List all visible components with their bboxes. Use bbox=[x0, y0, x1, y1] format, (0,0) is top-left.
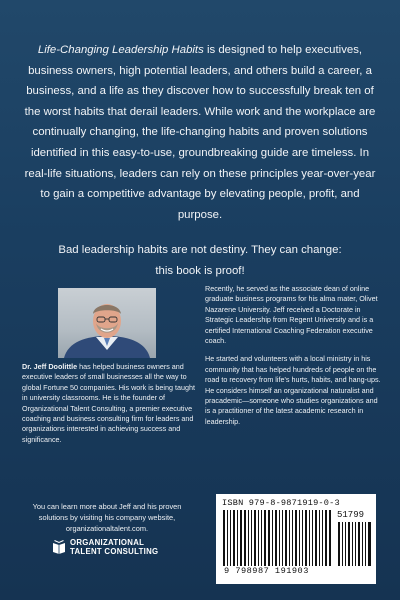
book-description bbox=[22, 40, 378, 225]
tagline bbox=[22, 240, 378, 281]
author-photo bbox=[58, 288, 156, 358]
barcode-number: 9 798987 191903 bbox=[224, 566, 309, 576]
author-bio-text: has helped business owners and executive leaders of small businesses all the way to global Fortune 50 companies. His work is being taught in university classrooms. He is the founder of Organizational Talent Consulting, a premier executive coaching and business consulting firm for leaders and organizations interested in achieving success and significance. bbox=[22, 362, 195, 444]
publisher-name-line-2: TALENT CONSULTING bbox=[70, 547, 159, 556]
publisher-name-line-1: ORGANIZATIONAL bbox=[70, 538, 145, 547]
book-icon bbox=[52, 540, 66, 554]
barcode-addon-bars bbox=[337, 522, 371, 566]
bio-paragraph-1: Recently, he served as the associate dean of online graduate business programs for his alma mater, Olivet Nazarene University. Jeff received a Doctorate in Strategic Leadership from Regent University and is a certified International Coaching Federation executive coach. bbox=[205, 284, 378, 346]
tagline-line-2: this book is proof! bbox=[155, 264, 245, 277]
tagline-line-1: Bad leadership habits are not destiny. They can change: bbox=[58, 244, 342, 256]
isbn-barcode bbox=[216, 494, 376, 584]
book-title-italic: Life-Changing Leadership Habits bbox=[37, 44, 204, 56]
author-name: Dr. Jeff Doolittle bbox=[22, 362, 78, 371]
bio-paragraph-2: He started and volunteers with a local ministry in his community that has helped hundreds of people on the road to recovery from life's hurts, habits, and hang-ups. He considers himself an organizational naturalist and pracademic—someone who studies organizations and is a practitioner of the latest academic research in leadership. bbox=[205, 354, 381, 426]
publisher-name bbox=[70, 538, 158, 556]
book-description-text: is designed to help executives, business owners, high potential leaders, and others build a career, a business, and a life as they discover how to successfully break ten of the worst habits that derail leaders. While work and the workplace are continually changing, the life-changing habits and proven solutions identified in this easy-to-use, groundbreaking guide are timeless. In real-life situations, leaders can rely on these principles year-over-year to gain a competitive advantage by elevating people, profit, and purpose. bbox=[24, 44, 376, 221]
isbn-label: ISBN 979-8-9871919-0-3 bbox=[222, 498, 340, 508]
author-bio-continued bbox=[205, 284, 381, 435]
barcode-bars bbox=[222, 510, 332, 566]
publisher-logo bbox=[52, 538, 158, 556]
learn-more-text: You can learn more about Jeff and his proven solutions by visiting his company website, organizationaltalent.com. bbox=[32, 502, 182, 533]
author-bio bbox=[22, 362, 195, 445]
price-code: 51799 bbox=[337, 510, 365, 520]
